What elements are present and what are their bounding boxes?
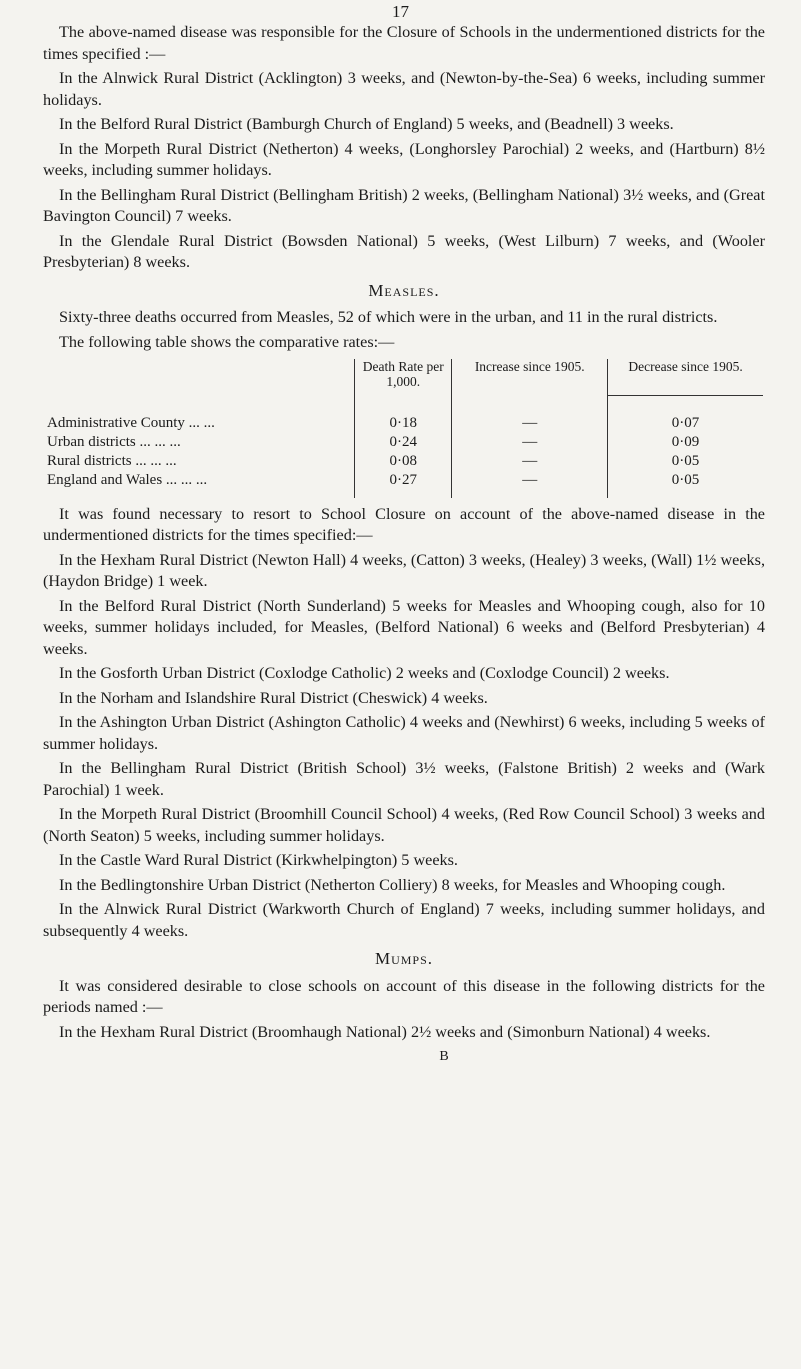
decrease: 0·05 [608,471,763,498]
paragraph: In the Alnwick Rural District (Acklington) 3 weeks, and (Newton-by-the-Sea) 6 weeks, including summer holidays. [43,69,765,109]
page-number: 17 [392,2,409,21]
table-header-row [43,359,763,395]
table-row [43,433,763,452]
table-header: Decrease since 1905. [608,359,763,395]
decrease: 0·05 [608,452,763,471]
death-rate: 0·18 [355,414,452,433]
table-header: Increase since 1905. [474,359,585,374]
death-rate: 0·27 [355,471,452,498]
paragraph: It was found necessary to resort to School Closure on account of the above-named disease in the undermentioned districts for the times specified:— [43,504,765,544]
decrease: 0·09 [608,433,763,452]
paragraph: In the Belford Rural District (North Sunderland) 5 weeks for Measles and Whooping cough, also for 10 weeks, summer holidays included, for Measles, (Belford National) 6 weeks and (Belford Presbyterian) 4 weeks. [43,596,765,658]
row-label: Urban districts ... ... ... [47,433,181,450]
paragraph: In the Ashington Urban District (Ashington Catholic) 4 weeks and (Newhirst) 6 weeks, including 5 weeks of summer holidays. [43,713,765,753]
paragraph: In the Castle Ward Rural District (Kirkwhelpington) 5 weeks. [59,851,458,869]
paragraph: It was considered desirable to close schools on account of this disease in the following districts for the periods named :— [43,976,765,1016]
paragraph: In the Bellingham Rural District (British School) 3½ weeks, (Falstone British) 2 weeks and (Wark Parochial) 1 week. [43,759,765,799]
comparative-rates-table [43,359,763,498]
paragraph: The above-named disease was responsible for the Closure of Schools in the undermentioned districts for the times specified :— [43,23,765,63]
paragraph: Sixty-three deaths occurred from Measles, 52 of which were in the urban, and 11 in the rural districts. [59,308,718,326]
paragraph: In the Morpeth Rural District (Broomhill Council School) 4 weeks, (Red Row Council School) 3 weeks and (North Seaton) 5 weeks, including summer holidays. [43,805,765,845]
signature-mark: B [439,1049,449,1064]
paragraph: In the Hexham Rural District (Newton Hall) 4 weeks, (Catton) 3 weeks, (Healey) 3 weeks, (Wall) 1½ weeks, (Haydon Bridge) 1 week. [43,550,765,590]
paragraph: In the Alnwick Rural District (Warkworth Church of England) 7 weeks, including summer holidays, and subsequently 4 weeks. [43,900,765,940]
paragraph: In the Morpeth Rural District (Netherton) 4 weeks, (Longhorsley Parochial) 2 weeks, and (Hartburn) 8½ weeks, including summer holidays. [43,139,765,179]
increase: — [522,433,538,450]
paragraph: In the Glendale Rural District (Bowsden National) 5 weeks, (West Lilburn) 7 weeks, and (Wooler Presbyterian) 8 weeks. [43,231,765,271]
table-header [43,359,355,395]
paragraph: In the Bellingham Rural District (Bellingham British) 2 weeks, (Bellingham National) 3½ weeks, and (Great Bavington Council) 7 weeks. [43,185,765,225]
death-rate: 0·08 [355,452,452,471]
decrease: 0·07 [608,414,763,433]
section-heading-mumps: Mumps. [374,949,434,968]
increase: — [522,471,538,488]
paragraph: In the Norham and Islandshire Rural District (Cheswick) 4 weeks. [59,688,488,707]
table-header: Death Rate per 1,000. [355,359,452,395]
increase: — [522,414,538,431]
paragraph: In the Bedlingtonshire Urban District (Netherton Colliery) 8 weeks, for Measles and Whooping cough. [59,875,726,894]
table-row [43,452,763,471]
table-row [43,414,763,433]
table-row [43,471,763,498]
increase: — [522,452,538,469]
paragraph: The following table shows the comparative rates:— [59,332,395,351]
row-label: Rural districts ... ... ... [47,452,177,469]
paragraph: In the Gosforth Urban District (Coxlodge Catholic) 2 weeks and (Coxlodge Council) 2 weeks. [59,664,670,682]
section-heading-measles: Measles. [368,280,440,300]
row-label: England and Wales ... ... ... [47,471,208,488]
row-label: Administrative County ... ... [47,414,215,431]
death-rate: 0·24 [355,433,452,452]
paragraph: In the Belford Rural District (Bamburgh Church of England) 5 weeks, and (Beadnell) 3 weeks. [59,115,674,133]
paragraph: In the Hexham Rural District (Broomhaugh National) 2½ weeks and (Simonburn National) 4 weeks. [59,1022,711,1041]
body-text [43,22,765,1068]
